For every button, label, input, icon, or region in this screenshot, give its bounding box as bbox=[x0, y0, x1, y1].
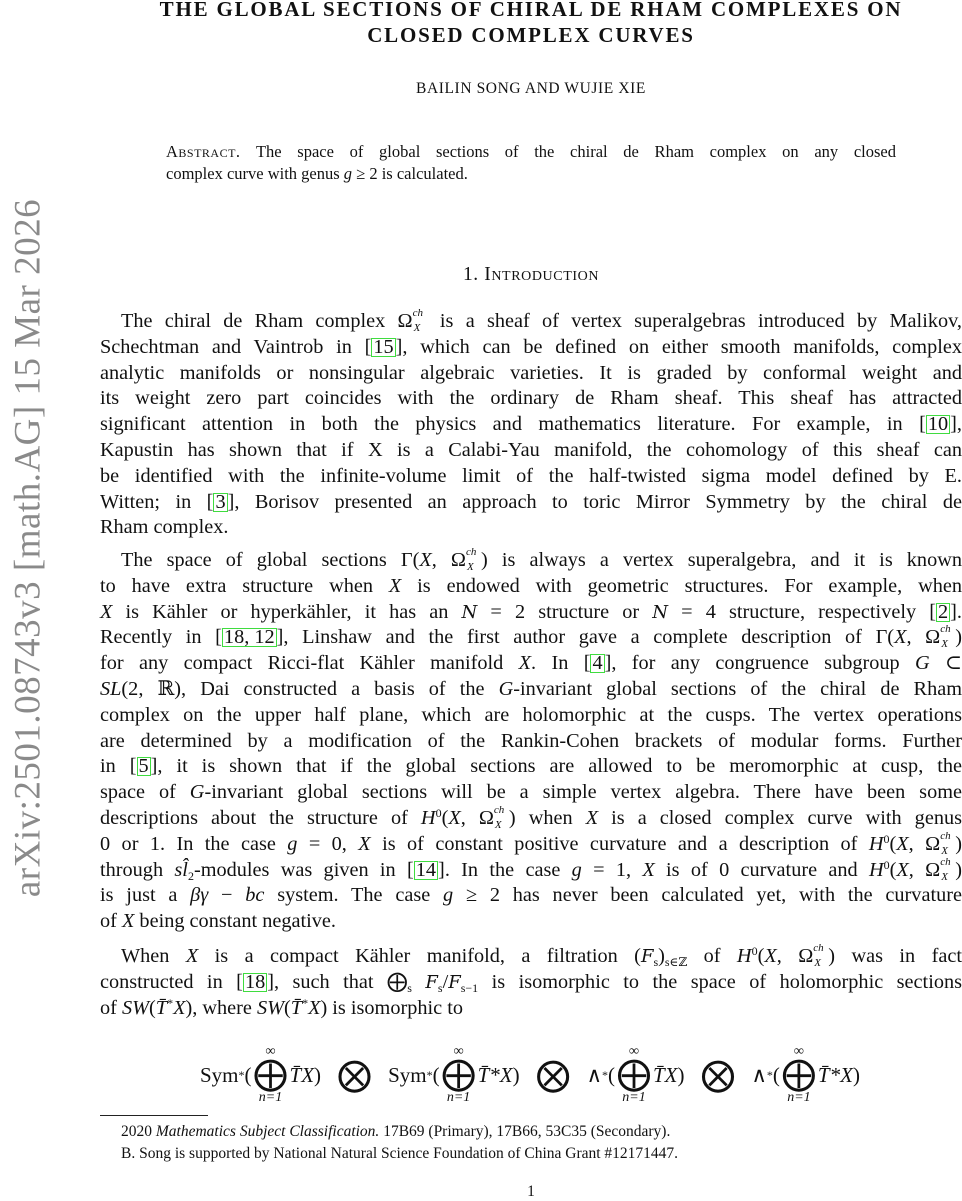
text-line: X is Kähler or hyperkähler, it has an N = 2 structure or N = 4 structure, respectively [2]. bbox=[100, 600, 962, 623]
footnote-msc bbox=[121, 1123, 670, 1141]
math-italic: H bbox=[868, 832, 884, 855]
math-italic: X bbox=[388, 574, 402, 597]
math-subscript: X bbox=[413, 322, 421, 334]
text-run: complex on the upper half plane, which are holomorphic at the cusps. The vertex operations bbox=[100, 703, 962, 726]
math-superscript: ch bbox=[466, 546, 477, 558]
math-italic: X bbox=[308, 996, 321, 1019]
direct-sum-symbol: ⨁ bbox=[441, 1056, 476, 1093]
text-line: through $sl̂_2$-modules was given in [14]. In the case g = 1, X is of 0 curvature and $H^0(X$, Ω ch X ) bbox=[100, 855, 962, 883]
text-line bbox=[100, 386, 962, 412]
text-run: , Ω bbox=[776, 945, 814, 967]
math-italic: bc bbox=[245, 884, 265, 907]
formula-prefix: ∧ bbox=[586, 1062, 602, 1087]
footnote-funding: B. Song is supported by National Natural Science Foundation of China Grant #12171447. bbox=[121, 1145, 679, 1162]
tensor-product-symbol: ⨂ bbox=[536, 1057, 571, 1094]
math-italic: SL bbox=[100, 677, 122, 700]
text-run: system. The case bbox=[264, 884, 443, 907]
math-italic: X bbox=[518, 652, 532, 675]
citation-link[interactable] bbox=[590, 654, 604, 673]
text-run: , for any congruence subgroup bbox=[611, 652, 916, 675]
citation-link[interactable] bbox=[414, 858, 438, 881]
text-run: of bbox=[100, 996, 122, 1019]
text-line: significant attention in both the physics and mathematics literature. For example, in [10], bbox=[100, 413, 962, 436]
citation-link[interactable] bbox=[222, 628, 277, 647]
abstract-text: The space of global sections of the chiral de Rham complex on any closed bbox=[240, 142, 896, 161]
formula-prefix: Sym bbox=[388, 1062, 427, 1087]
text-run: its weight zero part coincides with the ordinary de Rham sheaf. This sheaf has attracted bbox=[100, 387, 962, 410]
text-run: is of 0 curvature and bbox=[654, 858, 869, 881]
formula-paren: ( bbox=[608, 1062, 615, 1087]
text-line bbox=[100, 677, 962, 703]
math-superscript: ch bbox=[940, 623, 951, 636]
text-run: ) bbox=[955, 832, 962, 855]
text-run: is a closed complex curve with genus bbox=[598, 806, 962, 829]
math-italic: X bbox=[419, 549, 432, 571]
lower-limit: n=1 bbox=[258, 1090, 283, 1105]
text-run: ) bbox=[955, 626, 962, 649]
direct-sum-operator bbox=[254, 1045, 288, 1105]
text-run: for any compact Ricci-flat Kähler manifold bbox=[100, 652, 519, 675]
text-run: ), where bbox=[185, 996, 257, 1019]
text-run: Kapustin has shown that if X is a Calabi-Yau manifold, the cohomology of this sheaf can bbox=[100, 438, 962, 461]
formula-term: Sym * ( ∞ ⨁ n=1 T̄*X ) bbox=[388, 1044, 520, 1105]
math-superscript: ch bbox=[493, 803, 505, 816]
text-run: / bbox=[442, 970, 449, 993]
math-subscript: s bbox=[653, 955, 659, 969]
abstract bbox=[166, 141, 896, 185]
citation-number[interactable]: 14 bbox=[415, 858, 437, 881]
text-run: , Ω bbox=[460, 806, 494, 829]
math-italic: H bbox=[736, 945, 752, 967]
text-line bbox=[100, 803, 962, 832]
formula-bundle: T̄X bbox=[289, 1062, 315, 1087]
math-italic: X bbox=[764, 945, 777, 967]
text-run: is of constant positive curvature and a description of bbox=[370, 832, 869, 855]
math-superscript: 0 bbox=[883, 857, 890, 872]
citation-number[interactable]: 4 bbox=[592, 652, 603, 675]
direct-sum-symbol: ⨁ bbox=[617, 1056, 651, 1093]
math-subscript: s bbox=[437, 980, 443, 995]
text-run: , Ω bbox=[431, 549, 467, 571]
text-run: are determined by a modification of the Rankin-Cohen brackets of modular forms. Further bbox=[100, 729, 962, 752]
formula-term: Sym * ( ∞ ⨁ n=1 T̄X ) bbox=[200, 1044, 322, 1105]
math-subscript: X bbox=[941, 870, 948, 883]
text-run: , Borisov presented an approach to toric Mirror Symmetry by the chiral de bbox=[234, 490, 962, 513]
math-italic: X bbox=[896, 858, 909, 881]
math-superscript: 0 bbox=[435, 805, 442, 820]
upper-limit: ∞ bbox=[629, 1044, 639, 1059]
text-line bbox=[100, 464, 962, 490]
msc-label: Mathematics Subject Classification. bbox=[155, 1123, 380, 1140]
text-line: Witten; in [3], Borisov presented an approach to toric Mirror Symmetry by the chiral de bbox=[100, 490, 962, 513]
text-run: , Linshaw and the first author gave a complete description of Γ( bbox=[283, 626, 895, 649]
math-g: g bbox=[343, 164, 353, 183]
title-line: THE GLOBAL SECTIONS OF CHIRAL DE RHAM COMPLEXES ON bbox=[159, 0, 903, 21]
text-run: When bbox=[121, 945, 186, 967]
footnote-rule bbox=[100, 1115, 208, 1116]
abstract-line bbox=[166, 163, 896, 185]
paper-title bbox=[100, 0, 962, 48]
text-run: ) is always a vertex superalgebra, and it is known bbox=[481, 549, 962, 571]
text-line: Recently in [18, 12], Linshaw and the first author gave a complete description of Γ(X, Ω ch X ) bbox=[100, 623, 962, 651]
math-italic: H bbox=[420, 806, 436, 829]
direct-sum-operator bbox=[617, 1045, 651, 1105]
formula-prefix: Sym bbox=[200, 1062, 239, 1087]
text-run: ) when bbox=[508, 806, 586, 829]
direct-sum-operator bbox=[782, 1045, 816, 1105]
page-number: 1 bbox=[527, 1183, 535, 1200]
text-line bbox=[100, 944, 962, 970]
text-run: , Ω bbox=[908, 832, 941, 855]
text-run: . In the case bbox=[444, 858, 572, 881]
text-run: = 2 structure or bbox=[477, 600, 653, 623]
text-line: Schechtman and Vaintrob in [15], which can be defined on either smooth manifolds, complex bbox=[100, 335, 962, 358]
math-italic: G bbox=[498, 677, 514, 700]
title-line: CLOSED COMPLEX CURVES bbox=[367, 23, 695, 47]
text-run: , which can be defined on either smooth manifolds, complex bbox=[402, 335, 962, 358]
text-line bbox=[100, 883, 962, 909]
text-run: Rham complex. bbox=[100, 516, 229, 539]
lower-limit: n=1 bbox=[446, 1090, 471, 1105]
text-run: -invariant global sections will be a simple vertex algebra. There have been some bbox=[204, 781, 962, 804]
math-italic: X bbox=[121, 910, 135, 933]
math-subscript: X bbox=[494, 818, 502, 831]
math-italic: X bbox=[173, 996, 186, 1019]
text-line bbox=[100, 909, 962, 935]
math-subscript: s∈ℤ bbox=[664, 955, 688, 969]
formula-bundle: T̄*X bbox=[477, 1062, 513, 1087]
math-italic: X bbox=[896, 832, 909, 855]
text-run: , it is shown that if the global sections are allowed to be meromorphic at cusp, the bbox=[157, 755, 962, 778]
citation-link[interactable] bbox=[936, 600, 950, 623]
citation-number[interactable]: 2 bbox=[938, 600, 949, 623]
text-run: , Ω bbox=[906, 626, 941, 649]
math-italic: X bbox=[448, 806, 461, 829]
text-run: is a sheaf of vertex superalgebras introduced by Malikov, bbox=[427, 310, 962, 332]
upper-limit: ∞ bbox=[793, 1044, 804, 1059]
text-line bbox=[100, 996, 962, 1022]
text-run: ⊂ bbox=[929, 652, 962, 675]
text-line bbox=[100, 729, 962, 755]
citation-number[interactable]: 3 bbox=[215, 490, 226, 513]
upper-limit: ∞ bbox=[265, 1044, 276, 1059]
text-run: , such that ⨁ bbox=[273, 970, 408, 993]
lower-limit: n=1 bbox=[787, 1090, 811, 1105]
text-run: , bbox=[956, 413, 962, 436]
math-italic: H bbox=[868, 858, 884, 881]
lower-limit: n=1 bbox=[622, 1090, 646, 1105]
text-run: ( bbox=[149, 996, 156, 1019]
text-line bbox=[100, 829, 962, 858]
text-run: being constant negative. bbox=[134, 910, 336, 933]
formula-paren: ) bbox=[512, 1062, 520, 1087]
direct-sum-symbol: ⨁ bbox=[253, 1056, 288, 1093]
text-run: significant attention in both the physics and mathematics literature. For example, in bbox=[100, 413, 920, 436]
text-run: ≥ 2 has never been calculated yet, with the curvature bbox=[453, 884, 962, 907]
direct-sum-symbol: ⨁ bbox=[781, 1056, 816, 1093]
math-italic: sl̂ bbox=[174, 858, 188, 881]
formula-prefix: ∧ bbox=[751, 1062, 767, 1087]
text-line bbox=[100, 361, 962, 387]
text-run: ( bbox=[889, 858, 897, 881]
math-superscript: * bbox=[302, 995, 309, 1010]
citation-number[interactable]: 10 bbox=[927, 413, 949, 436]
text-line: in [5], it is shown that if the global sections are allowed to be meromorphic at cusp, the bbox=[100, 755, 962, 778]
text-line bbox=[100, 780, 962, 806]
math-italic: SW bbox=[121, 996, 150, 1019]
text-run: = 0, bbox=[297, 832, 359, 855]
abstract-text: complex curve with genus bbox=[166, 164, 344, 183]
text-run: ( bbox=[889, 832, 897, 855]
text-run: Recently in bbox=[100, 626, 216, 649]
math-italic: g bbox=[287, 832, 298, 855]
math-italic: T̄ bbox=[155, 996, 168, 1019]
math-italic: T̄ bbox=[290, 996, 303, 1019]
math-superscript: 0 bbox=[751, 944, 758, 958]
section-heading: 1. Introduction bbox=[462, 264, 600, 285]
text-run: ) was in fact bbox=[828, 945, 962, 967]
text-run: . In bbox=[531, 652, 584, 675]
text-run: . bbox=[956, 600, 962, 623]
text-run: ) is isomorphic to bbox=[320, 996, 463, 1019]
formula-paren: ) bbox=[314, 1062, 322, 1087]
text-run: = 1, bbox=[581, 858, 643, 881]
math-superscript: ch bbox=[940, 829, 951, 842]
abstract-line bbox=[166, 141, 896, 163]
formula-paren: ) bbox=[852, 1062, 860, 1087]
text-run: The space of global sections Γ( bbox=[121, 549, 420, 571]
paragraph bbox=[100, 944, 962, 1021]
citation-link[interactable] bbox=[213, 490, 227, 513]
text-run: through bbox=[100, 858, 175, 881]
text-run: to have extra structure when bbox=[100, 574, 389, 597]
authors: BAILIN SONG AND WUJIE XIE bbox=[416, 80, 646, 97]
paragraph bbox=[100, 309, 962, 541]
math-italic: G bbox=[189, 781, 205, 804]
citation-number[interactable]: 5 bbox=[138, 755, 149, 778]
math-italic: X bbox=[100, 600, 113, 623]
display-formula bbox=[200, 1040, 860, 1110]
citation-link[interactable] bbox=[371, 335, 395, 358]
math-superscript: 0 bbox=[883, 831, 890, 846]
text-run bbox=[412, 971, 425, 993]
tensor-product-symbol: ⨂ bbox=[337, 1057, 372, 1094]
citation-number[interactable]: 18, 12 bbox=[223, 626, 275, 649]
formula-paren: ) bbox=[677, 1062, 685, 1087]
math-subscript: s−1 bbox=[460, 980, 479, 995]
math-calligraphic: N bbox=[652, 601, 669, 623]
text-run: is Kähler or hyperkähler, it has an bbox=[112, 600, 462, 623]
math-superscript: * bbox=[167, 995, 174, 1010]
text-run: in bbox=[100, 755, 130, 778]
math-italic: X bbox=[185, 945, 199, 967]
text-run: of bbox=[687, 945, 737, 967]
math-italic: G bbox=[915, 652, 930, 675]
math-italic: X bbox=[358, 832, 371, 855]
msc-year: 2020 bbox=[121, 1123, 156, 1140]
text-run: be identified with the infinite-volume limit of the half-twisted sigma model defined by E. bbox=[100, 464, 962, 487]
text-run: is isomorphic to the space of holomorphic sections bbox=[478, 970, 962, 993]
text-run: (2, ℝ), Dai constructed a basis of the bbox=[121, 677, 499, 700]
text-run: is endowed with geometric structures. For example, when bbox=[401, 574, 962, 597]
math-italic: βγ bbox=[190, 884, 209, 907]
text-run: analytic manifolds or nonsingular algebraic varieties. It is graded by conformal weight and bbox=[100, 361, 962, 384]
direct-sum-operator bbox=[442, 1045, 476, 1105]
text-run: , Ω bbox=[908, 858, 941, 881]
math-italic: SW bbox=[256, 996, 285, 1019]
math-subscript: X bbox=[941, 638, 948, 651]
arxiv-identifier: arXiv:2501.08743v3 [math.AG] 15 Mar 2026 bbox=[7, 198, 49, 898]
text-line bbox=[100, 703, 962, 729]
text-line bbox=[100, 515, 962, 541]
math-calligraphic: F bbox=[640, 946, 654, 967]
math-italic: X bbox=[585, 806, 599, 829]
citation-link[interactable] bbox=[926, 415, 950, 434]
text-line: for any compact Ricci-flat Kähler manifold X. In [4], for any congruence subgroup G ⊂ bbox=[100, 652, 962, 675]
formula-bundle: T̄X bbox=[653, 1062, 678, 1087]
math-calligraphic: F bbox=[448, 971, 461, 993]
text-run: ) bbox=[658, 945, 665, 967]
text-run: Schechtman and Vaintrob in bbox=[100, 335, 365, 358]
citation-link[interactable] bbox=[243, 970, 267, 993]
text-run: space of bbox=[100, 781, 190, 804]
text-line bbox=[100, 309, 962, 335]
text-run: ) bbox=[955, 858, 962, 881]
formula-term: ∧ * ( ∞ ⨁ n=1 T̄*X ) bbox=[751, 1044, 860, 1105]
text-run: ( bbox=[757, 945, 765, 967]
math-superscript: ch bbox=[940, 855, 951, 868]
msc-codes: 17B69 (Primary), 17B66, 53C35 (Secondary). bbox=[379, 1123, 671, 1140]
text-run: constructed in bbox=[100, 970, 237, 993]
citation-number[interactable]: 15 bbox=[373, 335, 394, 358]
formula-paren: ( bbox=[432, 1062, 440, 1087]
text-line: constructed in [18], such that $⨁_s$ $F_s/F_{s-1}$ is isomorphic to the space of holomorphic sections bbox=[100, 970, 962, 995]
math-calligraphic: F bbox=[425, 971, 438, 993]
math-italic: g bbox=[443, 884, 454, 907]
text-run: descriptions about the structure of bbox=[100, 806, 421, 829]
text-run: of bbox=[100, 910, 122, 933]
paragraph bbox=[100, 548, 962, 935]
math-subscript: 2 bbox=[187, 868, 194, 883]
text-run: − bbox=[208, 884, 246, 907]
math-subscript: X bbox=[467, 561, 474, 573]
formula-paren: ( bbox=[244, 1062, 252, 1087]
math-italic: g bbox=[571, 858, 582, 881]
formula-bundle: T̄*X bbox=[817, 1062, 853, 1087]
abstract-text: ≥ 2 is calculated. bbox=[352, 164, 468, 183]
math-superscript: ch bbox=[412, 307, 423, 319]
upper-limit: ∞ bbox=[453, 1044, 464, 1059]
math-calligraphic: N bbox=[461, 601, 478, 623]
math-italic: X bbox=[642, 858, 655, 881]
math-subscript: X bbox=[941, 844, 948, 857]
text-run: -modules was given in bbox=[193, 858, 407, 881]
text-line bbox=[100, 548, 962, 574]
text-line bbox=[100, 574, 962, 600]
text-run: ( bbox=[284, 996, 291, 1019]
text-run: -invariant global sections of the chiral de Rham bbox=[513, 677, 962, 700]
text-run: The chiral de Rham complex Ω bbox=[121, 310, 413, 332]
formula-paren: ( bbox=[772, 1062, 780, 1087]
text-run: is a compact Kähler manifold, a filtration ( bbox=[198, 945, 641, 967]
citation-number[interactable]: 18 bbox=[244, 970, 266, 993]
abstract-label: Abstract. bbox=[166, 142, 241, 161]
math-superscript: ch bbox=[813, 942, 824, 954]
math-italic: X bbox=[894, 626, 907, 649]
citation-link[interactable] bbox=[137, 757, 151, 776]
math-subscript: s bbox=[407, 980, 412, 995]
text-run: 0 or 1. In the case bbox=[100, 832, 288, 855]
text-run: Witten; in bbox=[100, 490, 207, 513]
tensor-product-symbol: ⨂ bbox=[701, 1057, 736, 1094]
text-run: is just a bbox=[100, 884, 191, 907]
formula-term: ∧ * ( ∞ ⨁ n=1 T̄X ) bbox=[586, 1044, 685, 1105]
text-run: = 4 structure, respectively bbox=[668, 600, 930, 623]
math-subscript: X bbox=[814, 957, 822, 969]
text-run: ( bbox=[441, 806, 449, 829]
text-line bbox=[100, 438, 962, 464]
